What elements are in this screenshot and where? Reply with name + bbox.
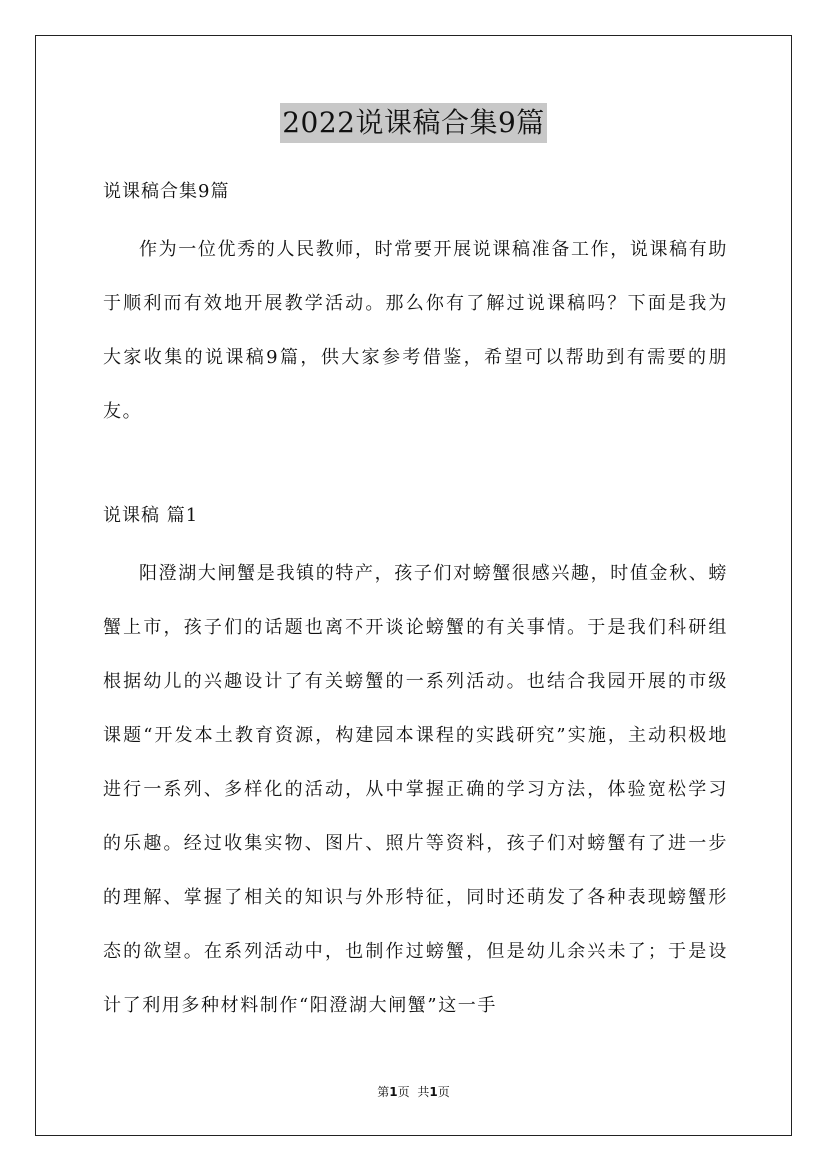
intro-paragraph: 作为一位优秀的人民教师，时常要开展说课稿准备工作，说课稿有助于顺利而有效地开展教学活动。那么你有了解过说课稿吗？下面是我为大家收集的说课稿9篇，供大家参考借鉴，希望可以帮助到有需要的朋友。: [103, 239, 728, 422]
title-container: [0, 103, 827, 143]
document-title: 2022说课稿合集9篇: [280, 103, 547, 143]
total-label-prefix: 共: [417, 1085, 430, 1099]
page-label-prefix: 第: [377, 1085, 390, 1099]
section-1-paragraph: 阳澄湖大闸蟹是我镇的特产，孩子们对螃蟹很感兴趣，时值金秋、螃蟹上市，孩子们的话题也离不开谈论螃蟹的有关事情。于是我们科研组根据幼儿的兴趣设计了有关螃蟹的一系列活动。也结合我园开展的市级课题“开发本土教育资源，构建园本课程的实践研究”实施，主动积极地进行一系列、多样化的活动，从中掌握正确的学习方法，体验宽松学习的乐趣。经过收集实物、图片、照片等资料，孩子们对螃蟹有了进一步的理解、掌握了相关的知识与外形特征，同时还萌发了各种表现螃蟹形态的欲望。在系列活动中，也制作过螃蟹，但是幼儿余兴未了；于是设计了利用多种材料制作“阳澄湖大闸蟹”这一手: [103, 563, 728, 1016]
document-subtitle: 说课稿合集9篇: [103, 181, 230, 202]
total-label-suffix: 页: [437, 1085, 450, 1099]
page-label-suffix: 页: [397, 1085, 410, 1099]
document-body: [103, 172, 728, 1033]
total-pages: 1: [429, 1085, 438, 1099]
page-number: 1: [389, 1085, 398, 1099]
section-heading-1: 说课稿 篇1: [103, 505, 199, 526]
page-footer: [0, 1084, 827, 1100]
